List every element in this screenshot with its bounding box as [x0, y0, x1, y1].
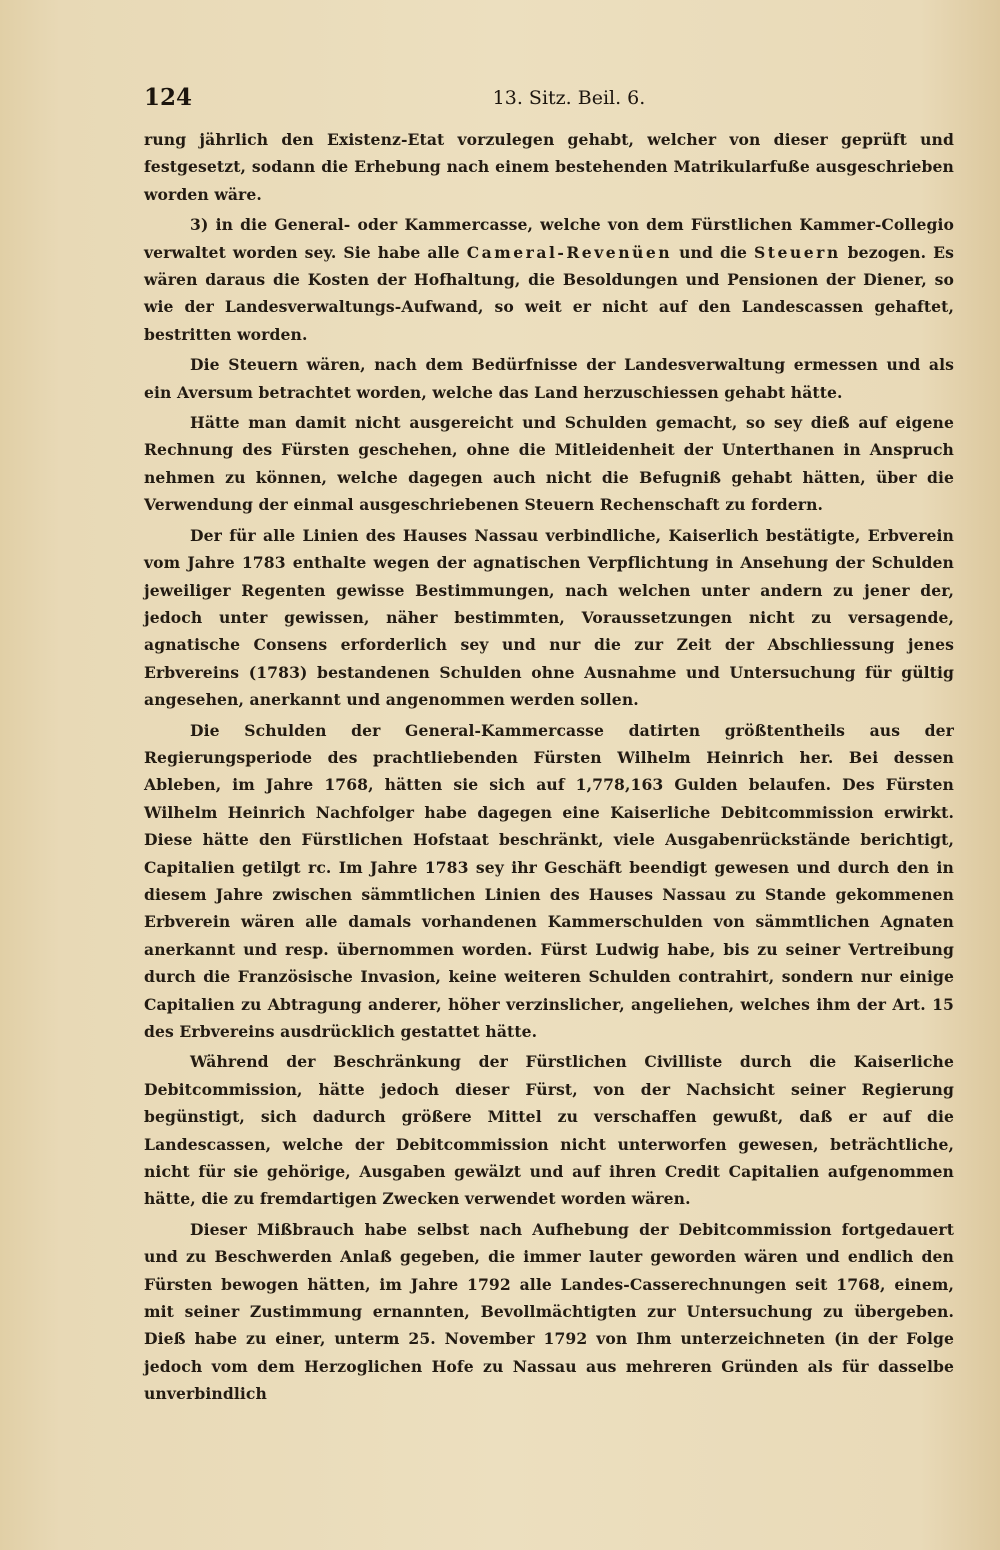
paragraph: Hätte man damit nicht ausgereicht und Schulden gemacht, so sey dieß auf eigene Rechnung des Fürsten geschehen, ohne die Mitleidenheit der Unterthanen in Anspruch nehmen zu können, welche dagegen auch nicht die Befugniß gehabt hätten, über die Verwendung der einmal ausgeschriebenen Steuern Rechenschaft zu fordern.: [144, 413, 954, 515]
page-number: 124: [144, 84, 193, 111]
page-header: [144, 78, 954, 122]
paragraph: [144, 211, 954, 348]
paragraph: Die Schulden der General-Kammercasse datirten größtentheils aus der Regierungsperiode des prachtliebenden Fürsten Wilhelm Heinrich her. Bei dessen Ableben, im Jahre 1768, hätten sie sich auf 1,778,163 Gulden belaufen. Des Fürsten Wilhelm Heinrich Nachfolger habe dagegen eine Kaiserliche Debitcommission erwirkt. Diese hätte den Fürstlichen Hofstaat beschränkt, viele Ausgabenrückstände berichtigt, Capitalien getilgt rc. Im Jahre 1783 sey ihr Geschäft beendigt gewesen und durch den in diesem Jahre zwischen sämmtlichen Linien des Hauses Nassau zu Stande gekommenen Erbverein wären alle damals vorhandenen Kammerschulden von sämmtlichen Agnaten anerkannt und resp. übernommen worden. Fürst Ludwig habe, bis zu seiner Vertreibung durch die Französische Invasion, keine weiteren Schulden contrahirt, sondern nur einige Capitalien zu Abtragung anderer, höher verzinslicher, angeliehen, welches ihm der Art. 15 des Erbvereins ausdrücklich gestattet hätte.: [144, 720, 954, 1041]
body-text: [144, 126, 954, 1408]
paragraph: rung jährlich den Existenz-Etat vorzulegen gehabt, welcher von dieser geprüft und festgesetzt, sodann die Erhebung nach einem bestehenden Matrikularfuße ausgeschrieben worden wäre.: [144, 130, 954, 204]
emphasized-term: Steuern: [754, 242, 841, 262]
paragraph-text: und die: [672, 242, 754, 262]
paragraph-text: 3) in die General- oder Kammercasse, welche von dem Fürstlichen Kammer-Collegio verwaltet worden sey. Sie habe alle: [144, 215, 954, 262]
paragraph: Während der Beschränkung der Fürstlichen Civilliste durch die Kaiserliche Debitcommission, hätte jedoch dieser Fürst, von der Nachsicht seiner Regierung begünstigt, sich dadurch größere Mittel zu verschaffen gewußt, daß er auf die Landescassen, welche der Debitcommission nicht unterworfen gewesen, beträchtliche, nicht für sie gehörige, Ausgaben gewälzt und auf ihren Credit Capitalien aufgenommen hätte, die zu fremdartigen Zwecken verwendet worden wären.: [144, 1052, 954, 1209]
paragraph-text: bezogen. Es wären daraus die Kosten der Hofhaltung, die Besoldungen und Pensionen der Diener, so wie der Landesverwaltungs-Aufwand, so weit er nicht auf den Landescassen gehaftet, bestritten worden.: [144, 242, 954, 344]
paragraph: Die Steuern wären, nach dem Bedürfnisse der Landesverwaltung ermessen und als ein Aversum betrachtet worden, welche das Land herzuschiessen gehabt hätte.: [144, 355, 954, 402]
running-head: 13. Sitz. Beil. 6.: [492, 87, 646, 109]
emphasized-term: Cameral-Revenüen: [466, 242, 673, 262]
paragraph: Der für alle Linien des Hauses Nassau verbindliche, Kaiserlich bestätigte, Erbverein vom Jahre 1783 enthalte wegen der agnatischen Verpflichtung in Ansehung der Schulden jeweiliger Regenten gewisse Bestimmungen, nach welchen unter andern zu jener der, jedoch unter gewissen, näher bestimmten, Voraussetzungen nicht zu versagende, agnatische Consens erforderlich sey und nur die zur Zeit der Abschliessung jenes Erbvereins (1783) bestandenen Schulden ohne Ausnahme und Untersuchung für gültig angesehen, anerkannt und angenommen werden sollen.: [144, 525, 954, 710]
paragraph: Dieser Mißbrauch habe selbst nach Aufhebung der Debitcommission fortgedauert und zu Beschwerden Anlaß gegeben, die immer lauter geworden wären und endlich den Fürsten bewogen hätten, im Jahre 1792 alle Landes-Casserechnungen seit 1768, einem, mit seiner Zustimmung ernannten, Bevollmächtigten zur Untersuchung zu übergeben. Dieß habe zu einer, unterm 25. November 1792 von Ihm unterzeichneten (in der Folge jedoch vom dem Herzoglichen Hofe zu Nassau aus mehreren Gründen als für dasselbe unverbindlich: [144, 1219, 954, 1404]
